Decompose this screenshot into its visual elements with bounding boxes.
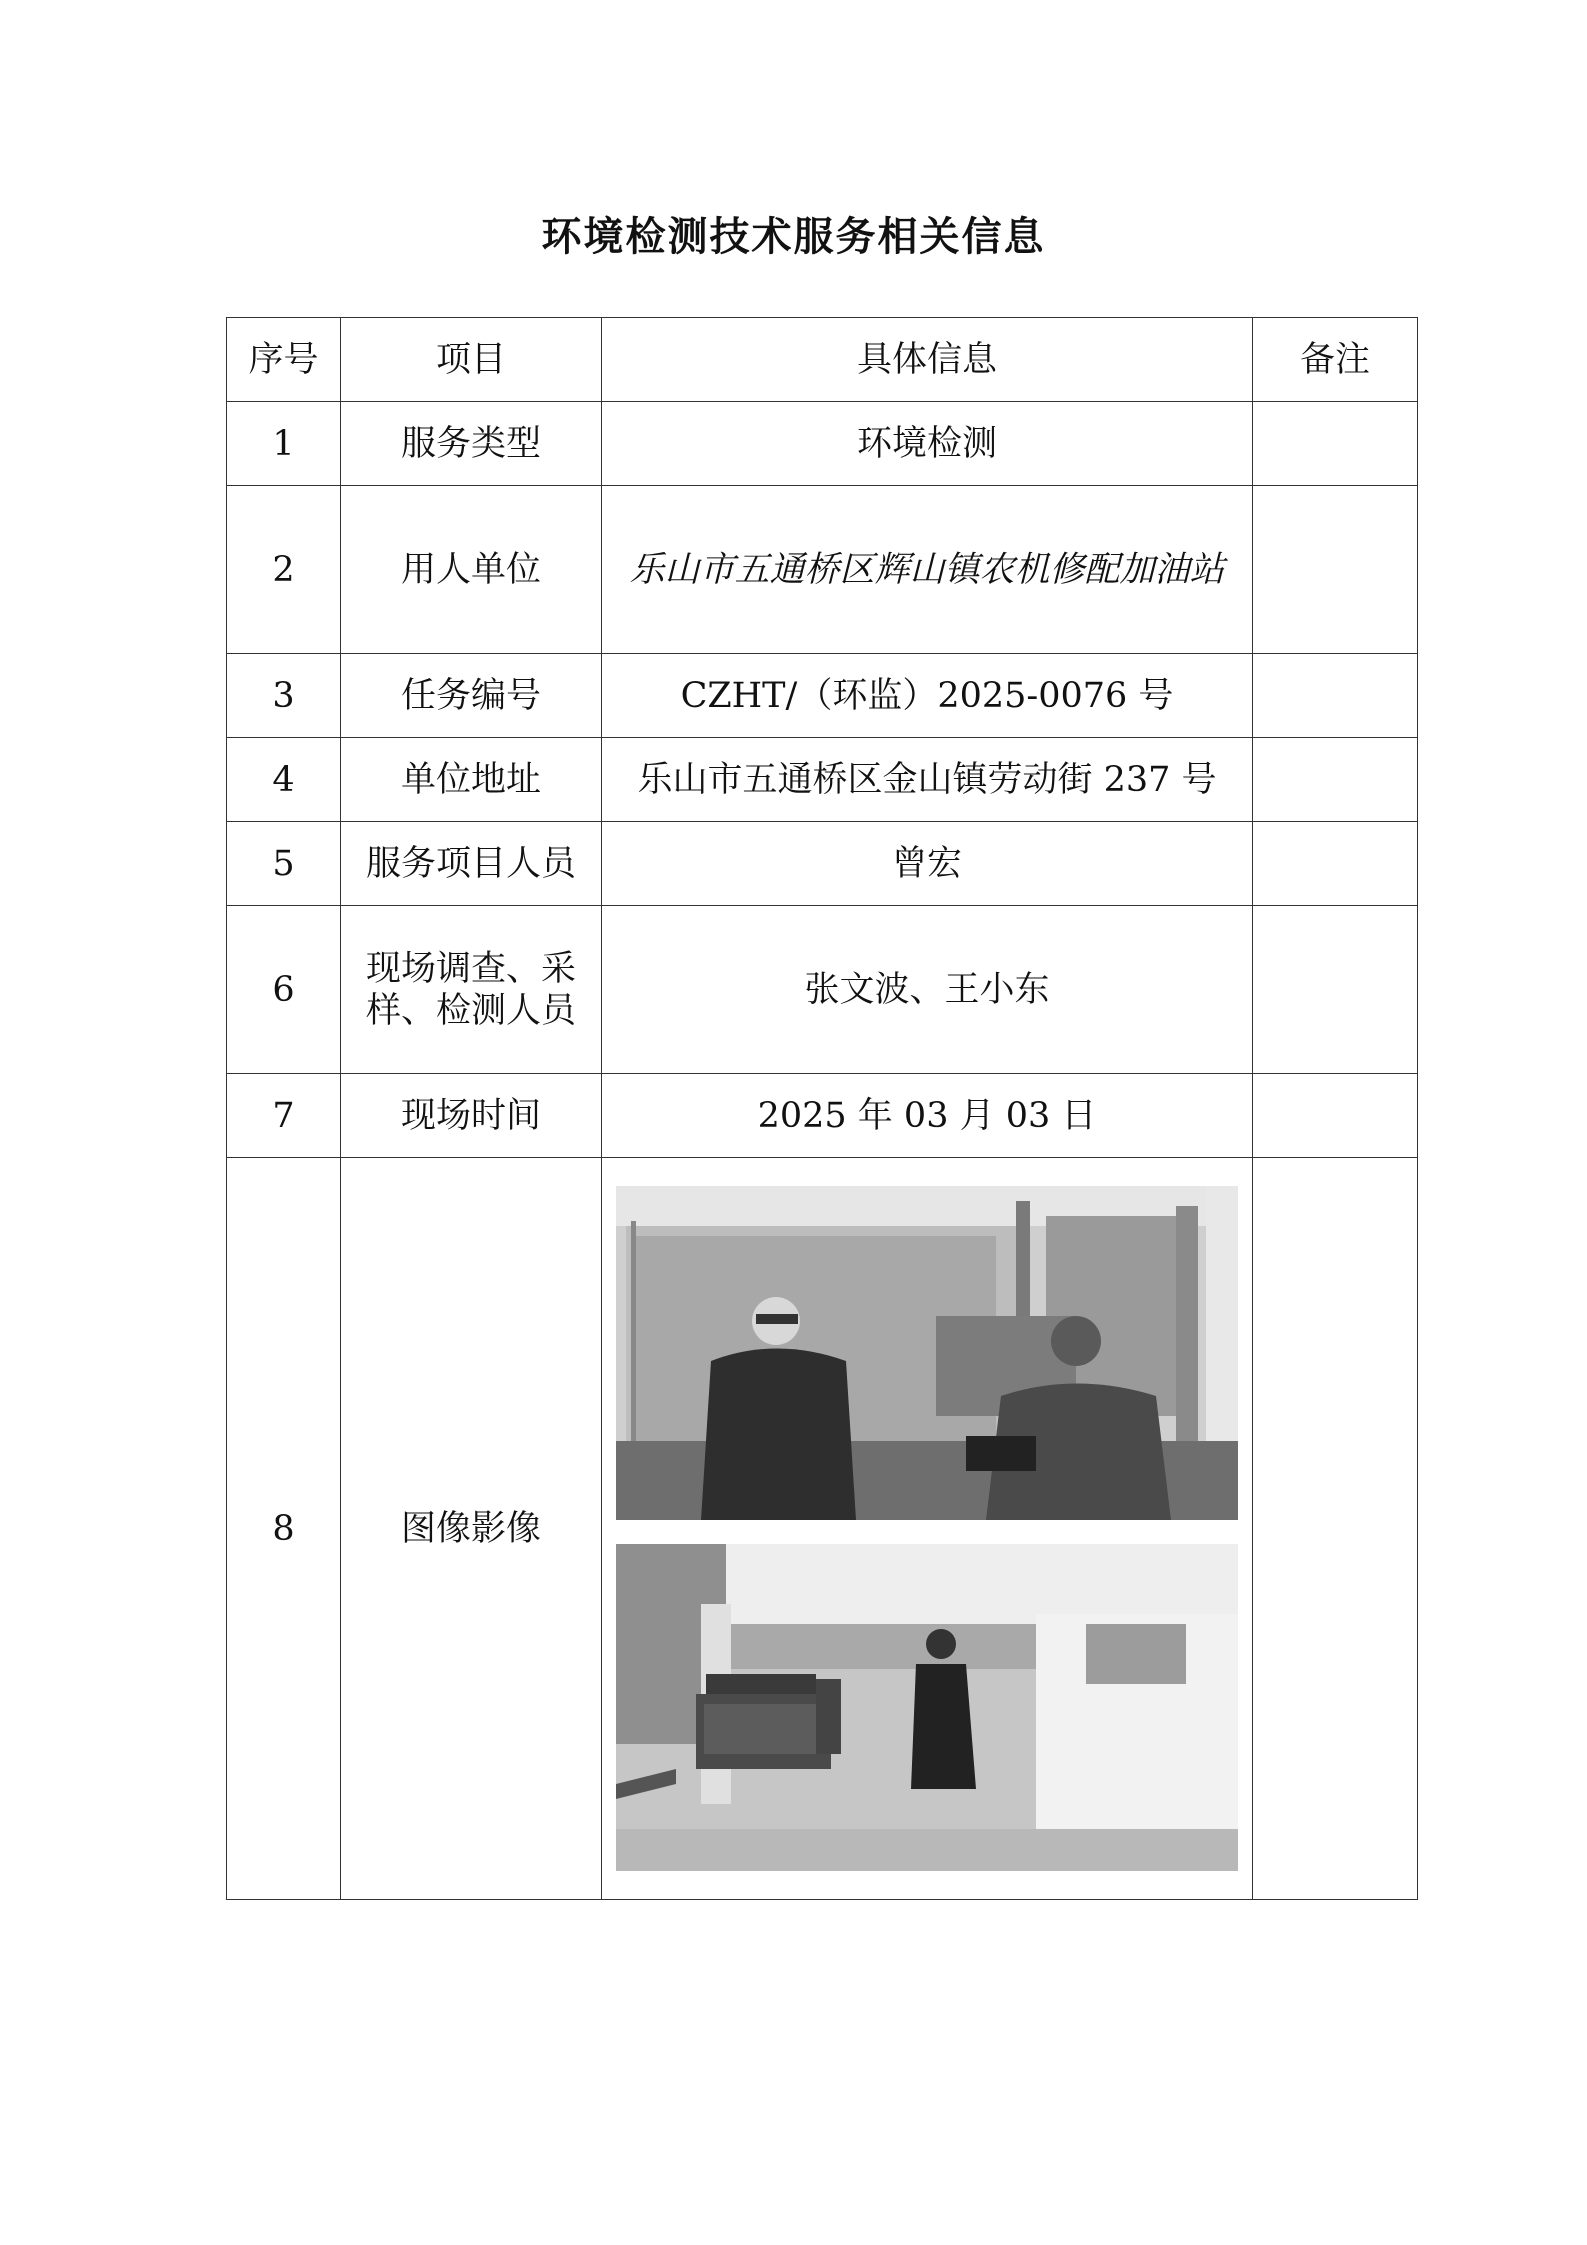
row-item: 图像影像 <box>341 1158 602 1900</box>
row-info: CZHT/（环监）2025-0076 号 <box>602 654 1253 738</box>
table-row <box>227 738 1418 822</box>
row-no: 6 <box>227 906 341 1074</box>
table-row <box>227 1074 1418 1158</box>
row-info: 2025 年 03 月 03 日 <box>602 1074 1253 1158</box>
row-item: 服务类型 <box>341 402 602 486</box>
row-info: 环境检测 <box>602 402 1253 486</box>
row-no: 8 <box>227 1158 341 1900</box>
table-row <box>227 654 1418 738</box>
row-note <box>1253 402 1418 486</box>
row-info: 张文波、王小东 <box>602 906 1253 1074</box>
row-note <box>1253 486 1418 654</box>
table-row <box>227 906 1418 1074</box>
header-no: 序号 <box>227 318 341 402</box>
table-row <box>227 402 1418 486</box>
row-item: 服务项目人员 <box>341 822 602 906</box>
site-photo-equipment <box>616 1544 1238 1871</box>
row-item: 现场调查、采样、检测人员 <box>341 906 602 1074</box>
row-item: 任务编号 <box>341 654 602 738</box>
table-row <box>227 486 1418 654</box>
table-row <box>227 822 1418 906</box>
table-row <box>227 1158 1418 1900</box>
row-note <box>1253 906 1418 1074</box>
header-note: 备注 <box>1253 318 1418 402</box>
row-note <box>1253 738 1418 822</box>
site-photo-staff <box>616 1186 1238 1520</box>
row-item: 用人单位 <box>341 486 602 654</box>
row-note <box>1253 1074 1418 1158</box>
row-note <box>1253 822 1418 906</box>
row-no: 4 <box>227 738 341 822</box>
row-no: 5 <box>227 822 341 906</box>
header-info: 具体信息 <box>602 318 1253 402</box>
row-note <box>1253 1158 1418 1900</box>
row-item: 单位地址 <box>341 738 602 822</box>
row-info: 乐山市五通桥区金山镇劳动街 237 号 <box>602 738 1253 822</box>
row-info: 乐山市五通桥区辉山镇农机修配加油站 <box>602 486 1253 654</box>
row-no: 2 <box>227 486 341 654</box>
row-item: 现场时间 <box>341 1074 602 1158</box>
photo-cell <box>602 1158 1253 1900</box>
page-title: 环境检测技术服务相关信息 <box>541 213 1046 260</box>
row-no: 1 <box>227 402 341 486</box>
site-photo-equipment-image <box>616 1544 1238 1871</box>
row-info: 曾宏 <box>602 822 1253 906</box>
table-header-row <box>227 318 1418 402</box>
site-photo-staff-image <box>616 1186 1238 1520</box>
row-no: 7 <box>227 1074 341 1158</box>
info-table <box>226 317 1418 1900</box>
row-note <box>1253 654 1418 738</box>
row-no: 3 <box>227 654 341 738</box>
header-item: 项目 <box>341 318 602 402</box>
